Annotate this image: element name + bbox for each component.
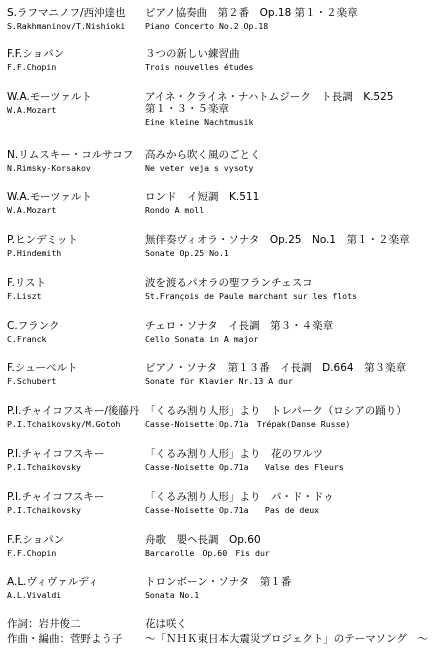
composer-name-en: W.A.Mozart xyxy=(7,105,57,115)
composer-name-en: W.A.Mozart xyxy=(7,205,57,215)
composer-name-jp: F.F.ショパン xyxy=(7,48,65,60)
composer-name-jp: P.ヒンデミット xyxy=(7,234,78,246)
song-title: 花は咲く xyxy=(145,618,187,630)
work-title-en: Barcarolle Op.60 Fis dur xyxy=(145,548,270,558)
work-title-jp: チェロ・ソナタ イ長調 第３・４楽章 xyxy=(145,320,334,332)
composer-name-en: C.Franck xyxy=(7,334,47,344)
work-title-en: Sonate für Klavier Nr.13 A dur xyxy=(145,376,293,386)
composer-name-en: F.F.Chopin xyxy=(7,62,57,72)
work-title-jp: 「くるみ割り人形」より トレパーク（ロシアの踊り） xyxy=(145,405,407,417)
composer-name-en: P.Hindemith xyxy=(7,248,62,258)
composer-name-jp: F.シューベルト xyxy=(7,362,78,374)
work-title-en: Sonate Op.25 No.1 xyxy=(145,248,229,258)
work-title-jp: 無伴奏ヴィオラ・ソナタ Op.25 No.1 第１・２楽章 xyxy=(145,234,410,246)
work-title-en: Sonata No.1 xyxy=(145,590,200,600)
composer-arranger-credit: 作曲・編曲：菅野よう子 xyxy=(7,633,123,645)
composer-name-jp: P.I.チャイコフスキー xyxy=(7,491,105,503)
work-title-en: Eine kleine Nachtmusik xyxy=(145,117,254,127)
composer-name-jp: P.I.チャイコフスキー xyxy=(7,448,105,460)
lyricist-credit: 作詞：岩井俊二 xyxy=(7,618,81,630)
work-title-jp: 舟歌 嬰ヘ長調 Op.60 xyxy=(145,534,261,546)
composer-name-jp: N.リムスキー・コルサコフ xyxy=(7,149,134,161)
composer-name-en: F.F.Chopin xyxy=(7,548,57,558)
composer-name-en: P.I.Tchaikovsky/M.Gotoh xyxy=(7,419,121,429)
work-title-jp: 「くるみ割り人形」より パ・ド・ドゥ xyxy=(145,491,334,503)
composer-name-en: P.I.Tchaikovsky xyxy=(7,462,81,472)
work-title-en: Casse-Noisette Op.71a Valse des Fleurs xyxy=(145,462,344,472)
work-title-en: Piano Concerto No.2 Op.18 xyxy=(145,21,269,31)
work-title-en: Ne veter veja s vysoty xyxy=(145,163,254,173)
composer-name-en: A.L.Vivaldi xyxy=(7,590,62,600)
composer-name-jp: P.I.チャイコフスキー/後藤丹 xyxy=(7,405,140,417)
composer-name-en: P.I.Tchaikovsky xyxy=(7,505,81,515)
composer-name-en: N.Rimsky-Korsakov xyxy=(7,163,91,173)
work-title-en: Casse-Noisette Op.71a Trépak(Danse Russe) xyxy=(145,419,351,429)
work-title-en: Trois nouvelles études xyxy=(145,62,254,72)
composer-name-jp: A.L.ヴィヴァルディ xyxy=(7,576,99,588)
work-title-en: Casse-Noisette Op.71a Pas de deux xyxy=(145,505,320,515)
work-title-en: St.François de Paule marchant sur les flots xyxy=(145,291,357,301)
work-title-en: Cello Sonata in A major xyxy=(145,334,259,344)
composer-name-jp: F.F.ショパン xyxy=(7,534,65,546)
work-title-jp: ロンド イ短調 K.511 xyxy=(145,191,260,203)
work-title-jp: トロンボーン・ソナタ 第１番 xyxy=(145,576,292,588)
work-title-jp: アイネ・クライネ・ナハトムジーク ト長調 K.525 xyxy=(145,91,394,103)
work-title-jp: 波を渡るパオラの聖フランチェスコ xyxy=(145,277,313,289)
composer-name-jp: W.A.モーツァルト xyxy=(7,191,92,203)
work-title-jp: ピアノ協奏曲 第２番 Op.18 第１・２楽章 xyxy=(145,7,358,19)
composer-name-jp: S.ラフマニノフ/西沖達也 xyxy=(7,7,126,19)
work-title-jp: ３つの新しい練習曲 xyxy=(145,48,240,60)
composer-name-jp: C.フランク xyxy=(7,320,60,332)
song-note: ～「ＮＨＫ東日本大震災プロジェクト」のテーマソング ～ xyxy=(145,633,428,645)
composer-name-en: F.Schubert xyxy=(7,376,57,386)
work-title-jp: 「くるみ割り人形」より 花のワルツ xyxy=(145,448,324,460)
work-title-jp: 高みから吹く風のごとく xyxy=(145,149,261,161)
composer-name-jp: F.リスト xyxy=(7,277,46,289)
composer-name-en: F.Liszt xyxy=(7,291,42,301)
composer-name-en: S.Rakhmaninov/T.Nishioki xyxy=(7,21,126,31)
work-movements-jp: 第１・３・５楽章 xyxy=(145,103,229,115)
composer-name-jp: W.A.モーツァルト xyxy=(7,91,92,103)
work-title-jp: ピアノ・ソナタ 第１３番 イ長調 D.664 第３楽章 xyxy=(145,362,407,374)
work-title-en: Rondo A moll xyxy=(145,205,205,215)
